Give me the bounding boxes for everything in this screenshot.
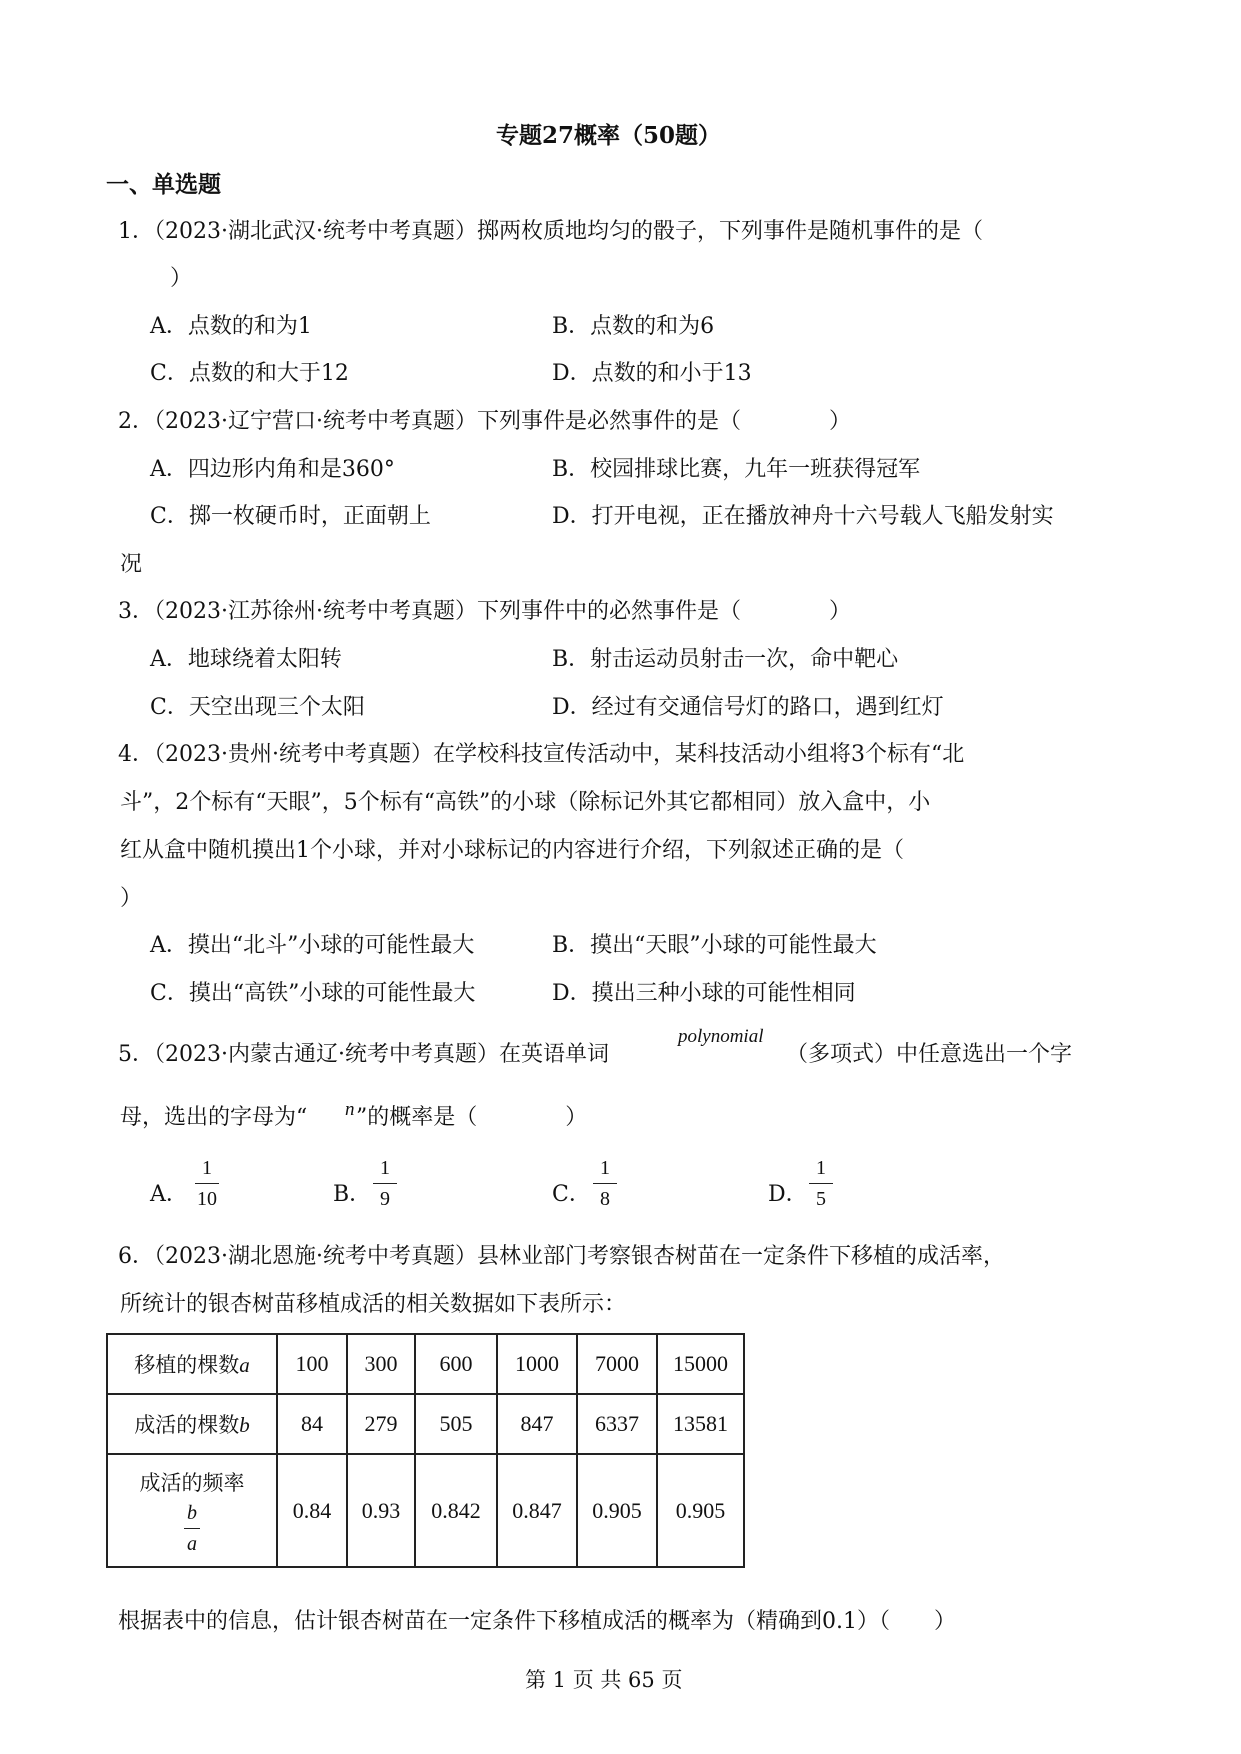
fraction-denominator: 5 (816, 1188, 826, 1210)
table-row (107, 1454, 744, 1567)
question-1-stem-cont: ） (170, 266, 193, 291)
question-4-stem-line-3: 红从盒中随机摸出1个小球，并对小球标记的内容进行介绍，下列叙述正确的是（ (120, 838, 904, 863)
question-5-option-b-label: B． (333, 1182, 372, 1207)
question-5-stem-line-2b: ”的概率是（ ） (356, 1105, 588, 1130)
question-6-stem-line-2: 所统计的银杏树苗移植成活的相关数据如下表所示： (120, 1292, 627, 1317)
table-cell: 13581 (657, 1394, 744, 1454)
question-1-option-b: B．点数的和为6 (552, 314, 715, 339)
table-cell: 0.842 (415, 1454, 497, 1567)
table-cell: 300 (347, 1334, 415, 1394)
question-5-stem-tail: （多项式）中任意选出一个字 (786, 1042, 1073, 1067)
table-cell: 84 (277, 1394, 347, 1454)
question-4-stem-line-4: ） (120, 886, 143, 911)
fraction-numerator: 1 (380, 1157, 390, 1179)
table-row-header (107, 1334, 277, 1394)
question-2-option-c: C．掷一枚硬币时，正面朝上 (150, 504, 431, 529)
table-cell: 847 (497, 1394, 577, 1454)
question-4-stem: 4．（2023·贵州·统考中考真题）在学校科技宣传活动中，某科技活动小组将3个标有“北 (118, 742, 965, 767)
question-4-option-b: B．摸出“天眼”小球的可能性最大 (552, 933, 877, 958)
table-row-header (107, 1454, 277, 1567)
question-2-option-d: D．打开电视，正在播放神舟十六号载人飞船发射实 (552, 504, 1054, 529)
table-cell: 0.93 (347, 1454, 415, 1567)
section-heading: 一、单选题 (106, 171, 221, 198)
row-header-fraction (184, 1503, 200, 1554)
data-table (106, 1333, 745, 1568)
fraction-bar (184, 1528, 200, 1529)
question-2-option-b: B．校园排球比赛，九年一班获得冠军 (552, 457, 921, 482)
question-6-prompt: 根据表中的信息，估计银杏树苗在一定条件下移植成活的概率为（精确到0.1）（ ） (118, 1609, 956, 1634)
fraction-numerator: 1 (600, 1157, 610, 1179)
table-cell: 505 (415, 1394, 497, 1454)
question-5-stem-line-2a: 母，选出的字母为“ (120, 1105, 308, 1130)
question-1-option-d: D．点数的和小于13 (552, 361, 752, 386)
question-2-option-a: A．四边形内角和是360° (150, 457, 395, 482)
table-row (107, 1334, 744, 1394)
row-header-variable: b (239, 1413, 250, 1437)
fraction-numerator: 1 (202, 1157, 212, 1179)
question-3-option-a: A．地球绕着太阳转 (150, 647, 342, 672)
question-2-option-d-cont: 况 (120, 552, 143, 577)
fraction-bar (373, 1183, 397, 1184)
question-3-option-d: D．经过有交通信号灯的路口，遇到红灯 (552, 695, 944, 720)
table-cell: 600 (415, 1334, 497, 1394)
page-footer: 第 1 页 共 65 页 (525, 1668, 683, 1692)
question-5-option-c-fraction (590, 1158, 620, 1209)
question-5-option-a-fraction (192, 1158, 222, 1209)
question-4-option-d: D．摸出三种小球的可能性相同 (552, 981, 856, 1006)
table-cell: 0.905 (577, 1454, 657, 1567)
question-1-option-a: A．点数的和为1 (150, 314, 312, 339)
question-5-option-d-fraction (806, 1158, 836, 1209)
table-cell: 6337 (577, 1394, 657, 1454)
row-header-variable: a (239, 1353, 250, 1377)
question-1-stem: 1．（2023·湖北武汉·统考中考真题）掷两枚质地均匀的骰子，下列事件是随机事件的是（ (118, 219, 983, 244)
question-3-option-b: B．射击运动员射击一次，命中靶心 (552, 647, 899, 672)
row-header-label: 移植的棵数 (134, 1353, 240, 1377)
question-3-option-c: C．天空出现三个太阳 (150, 695, 365, 720)
fraction-denominator: 9 (380, 1188, 390, 1210)
fraction-numerator: b (187, 1501, 197, 1524)
table-cell: 100 (277, 1334, 347, 1394)
question-5-stem: 5．（2023·内蒙古通辽·统考中考真题）在英语单词 (118, 1042, 609, 1067)
question-5-option-b-fraction (370, 1158, 400, 1209)
question-3-stem: 3．（2023·江苏徐州·统考中考真题）下列事件中的必然事件是（ ） (118, 599, 851, 624)
question-4-option-a: A．摸出“北斗”小球的可能性最大 (150, 933, 475, 958)
table-row-header (107, 1394, 277, 1454)
row-header-label: 成活的频率 (139, 1470, 245, 1495)
question-4-option-c: C．摸出“高铁”小球的可能性最大 (150, 981, 476, 1006)
table-cell: 7000 (577, 1334, 657, 1394)
question-2-stem: 2．（2023·辽宁营口·统考中考真题）下列事件是必然事件的是（ ） (118, 409, 851, 434)
fraction-bar (809, 1183, 833, 1184)
question-1-option-c: C．点数的和大于12 (150, 361, 349, 386)
question-6-stem: 6．（2023·湖北恩施·统考中考真题）县林业部门考察银杏树苗在一定条件下移植的成活率， (118, 1244, 1005, 1269)
table-cell: 0.84 (277, 1454, 347, 1567)
row-header-label: 成活的棵数 (134, 1413, 240, 1437)
fraction-denominator: 8 (600, 1188, 610, 1210)
question-5-option-d-label: D． (768, 1182, 808, 1207)
question-5-option-c-label: C． (552, 1182, 591, 1207)
fraction-numerator: 1 (816, 1157, 826, 1179)
fraction-bar (593, 1183, 617, 1184)
fraction-denominator: a (187, 1532, 197, 1555)
table-cell: 0.905 (657, 1454, 744, 1567)
table-cell: 279 (347, 1394, 415, 1454)
fraction-denominator: 10 (197, 1188, 217, 1210)
table-row (107, 1394, 744, 1454)
question-5-letter: n (345, 1099, 355, 1120)
table-cell: 0.847 (497, 1454, 577, 1567)
table-cell: 15000 (657, 1334, 744, 1394)
question-4-stem-line-2: 斗”，2个标有“天眼”，5个标有“高铁”的小球（除标记外其它都相同）放入盒中，小 (120, 790, 931, 815)
table-cell: 1000 (497, 1334, 577, 1394)
question-5-option-a-label: A． (150, 1182, 188, 1207)
page-title: 专题27概率（50题） (496, 122, 722, 149)
fraction-bar (195, 1183, 219, 1184)
question-5-word: polynomial (678, 1026, 764, 1047)
